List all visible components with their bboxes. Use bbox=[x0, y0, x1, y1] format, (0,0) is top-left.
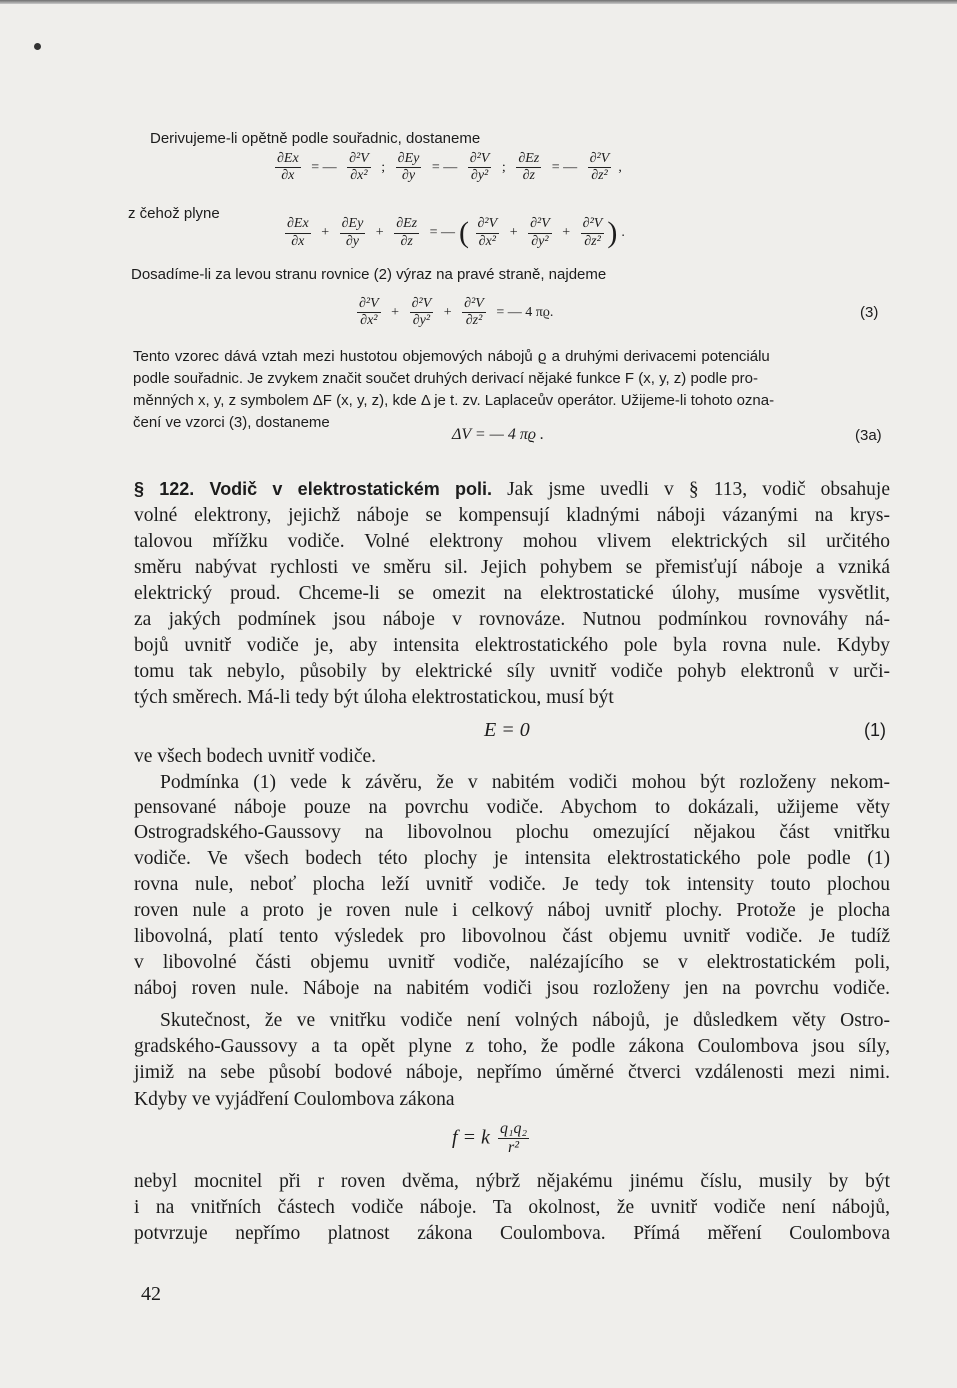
frac-den: ∂y² bbox=[412, 313, 431, 329]
equation-divergence: $\frac{\partial Ex}{\partial x}$ + $\frac{\partial Ey}{\partial y}$ + $\frac{\partial Ez}{\partial z}$ = — ( $\frac{\text{∂²V}}{\text{∂x²}}$ + $\frac{\text{∂²V}}{\text{∂y²}}$ + $\frac{\text{∂²V}}{\text{∂z²}}$ ) . bbox=[287, 216, 625, 249]
para2-line: v libovolné části objemu uvnitř vodiče, nalézajícího se v elektrostatickém poli, bbox=[134, 952, 890, 973]
frac-num: ∂²V bbox=[581, 216, 605, 233]
frac-num: ∂Ey bbox=[396, 151, 422, 168]
coulomb-lhs: f = k bbox=[452, 1126, 490, 1149]
frac-num: ∂Ez bbox=[516, 151, 541, 168]
frac-den: ∂y² bbox=[470, 168, 489, 184]
frac-num: ∂Ez bbox=[394, 216, 419, 233]
para4-line: nebyl mocnitel při r roven dvěma, nýbrž nějakému jinému číslu, musily by být bbox=[134, 1171, 890, 1192]
equation-3-label: (3) bbox=[860, 304, 879, 321]
para2-line: pensované náboje pouze na povrchu vodiče. Abychom to dokázali, užijeme věty bbox=[134, 797, 890, 818]
para2-line: Podmínka (1) vede k závěru, že v nabitém vodiči mohou být rozloženy nekom- bbox=[160, 772, 890, 793]
after-eq1-line: ve všech bodech uvnitř vodiče. bbox=[134, 746, 377, 767]
section-line: bojů uvnitř vodiče je, aby intensita elektrostatického pole byla rovna nule. Kdyby bbox=[134, 635, 890, 656]
equation-3: $\frac{\text{∂²V}}{\text{∂x²}}$ + $\frac{\text{∂²V}}{\text{∂y²}}$ + $\frac{\text{∂²V}}{\text{∂z²}}$ = — 4 πϱ. bbox=[359, 296, 554, 329]
coulomb-num: q₁q₂ bbox=[498, 1120, 529, 1139]
frac-num: ∂²V bbox=[357, 296, 381, 313]
equation-second-derivatives: $\frac{\partial Ex}{\partial x}$ = — $\frac{\text{∂²V}}{\text{∂x²}}$ ; $\frac{\partial Ey}{\partial y}$ = — $\frac{\text{∂²V}}{\text{∂y²}}$ ; $\frac{\partial Ez}{\partial z}$ = — $\frac{\text{∂²V}}{\text{∂z²}}$ , bbox=[277, 151, 622, 184]
equation-3-rhs: = — 4 πϱ. bbox=[496, 304, 554, 320]
frac-den: ∂y bbox=[401, 168, 416, 184]
frac-den: ∂x² bbox=[350, 168, 368, 184]
para2-line: náboj roven nule. Náboje na nabitém vodiči jsou rozloženy jen na povrchu vodiče. bbox=[134, 978, 890, 999]
section-line: za jakých podmínek jsou náboje v rovnováze. Nutnou podmínkou rovnováhy ná- bbox=[134, 609, 890, 630]
frac-num: ∂²V bbox=[410, 296, 434, 313]
dosadime-text: Dosadíme-li za levou stranu rovnice (2) výraz na pravé straně, najdeme bbox=[131, 266, 607, 283]
para4-line: potvrzuje nepřímo platnost zákona Coulombova. Přímá měření Coulombova bbox=[134, 1223, 890, 1244]
frac-den: ∂z bbox=[400, 233, 413, 249]
frac-den: ∂z² bbox=[465, 313, 483, 329]
frac-den: ∂x bbox=[281, 168, 295, 184]
para3-line: jimiž na sebe působí bodové náboje, nepřímo úměrné čtverci vzdálenosti mezi nimi. bbox=[134, 1062, 890, 1083]
frac-num: ∂Ex bbox=[285, 216, 311, 233]
coulomb-equation bbox=[452, 1120, 532, 1158]
section-first-line bbox=[134, 479, 890, 501]
frac-den: ∂z² bbox=[584, 233, 601, 249]
frac-den: ∂x² bbox=[478, 233, 497, 249]
section-line: volné elektrony, jejichž náboje se kompensují kladnými náboji vázanými na krys- bbox=[134, 505, 890, 526]
margin-dot bbox=[34, 43, 41, 50]
tento-line: Tento vzorec dává vztah mezi hustotou objemových nábojů ϱ a druhými derivacemi potenciálu bbox=[133, 348, 770, 365]
tento-line: podle souřadnic. Je zvykem značit součet druhých derivací nějaké funkce F (x, y, z) podle pro- bbox=[133, 370, 759, 387]
intro-text: Derivujeme-li opětně podle souřadnic, dostaneme bbox=[150, 130, 481, 147]
page-number: 42 bbox=[141, 1283, 161, 1305]
frac-num: ∂²V bbox=[347, 151, 371, 168]
section-line: tých směrech. Má-li tedy být úloha elektrostatickou, musí být bbox=[134, 687, 614, 708]
section-line: směru nabývat rychlosti ve směru sil. Jejich pohybem se přemisťují náboje a vzniká bbox=[134, 557, 890, 578]
frac-den: ∂z² bbox=[591, 168, 608, 184]
frac-num: ∂²V bbox=[462, 296, 486, 313]
para2-line: rovna nule, neboť plocha leží uvnitř vodiče. Je tedy tok intensity touto plochou bbox=[134, 874, 890, 895]
frac-den: ∂x² bbox=[360, 313, 378, 329]
section-heading: § 122. Vodič v elektrostatickém poli. bbox=[134, 479, 492, 499]
frac-num: ∂Ex bbox=[275, 151, 301, 168]
section-line: tomu tak nebylo, působily by elektrické síly uvnitř vodiče pohyb elektronů v urči- bbox=[134, 661, 890, 682]
section-line: elektrický proud. Chceme-li se omezit na elektrostatické úlohy, musíme vysvětlit, bbox=[134, 583, 890, 604]
tento-line: měnných x, y, z symbolem ΔF (x, y, z), kde Δ je t. zv. Laplaceův operátor. Užijeme-li tohoto ozna- bbox=[133, 392, 775, 409]
para2-line: libovolná, platí tento výsledek pro libovolnou část objemu uvnitř vodiče. Je tudíž bbox=[134, 926, 890, 947]
frac-num: ∂Ey bbox=[340, 216, 366, 233]
frac-den: ∂x bbox=[291, 233, 305, 249]
tento-line: čení ve vzorci (3), dostaneme bbox=[133, 414, 330, 431]
equation-3a: ΔV = — 4 πϱ . bbox=[452, 426, 545, 443]
section-line: talovou mřížku vodiče. Volné elektrony mohou vlivem elektrických sil určitého bbox=[134, 531, 890, 552]
frac-num: ∂²V bbox=[588, 151, 612, 168]
section-line: Jak jsme uvedli v § 113, vodič obsahuje bbox=[491, 479, 890, 500]
para3-line: Skutečnost, že ve vnitřku vodiče není volných nábojů, je důsledkem věty Ostro- bbox=[160, 1010, 890, 1031]
para2-line: Ostrogradského-Gaussovy na libovolnou plochu omezující nějakou část vnitřku bbox=[134, 822, 890, 843]
frac-num: ∂²V bbox=[476, 216, 500, 233]
para4-line: i na vnitřních částech vodiče náboje. Ta okolnost, že uvnitř vodiče není nábojů, bbox=[134, 1197, 890, 1218]
page-top-edge bbox=[0, 0, 957, 4]
frac-num: ∂²V bbox=[528, 216, 552, 233]
frac-den: ∂y bbox=[345, 233, 359, 249]
equation-1: E = 0 bbox=[484, 719, 530, 741]
frac-den: ∂z bbox=[522, 168, 535, 184]
para3-line: gradského-Gaussovy a ta opět plyne z toho, že podle zákona Coulombova jsou síly, bbox=[134, 1036, 890, 1057]
coulomb-den: r² bbox=[507, 1139, 520, 1157]
z-cehoz-text: z čehož plyne bbox=[128, 205, 220, 222]
para2-line: vodiče. Ve všech bodech této plochy je intensita elektrostatického pole podle (1) bbox=[134, 848, 890, 869]
equation-3a-label: (3a) bbox=[855, 427, 882, 444]
para2-line: roven nule a proto je roven nule i celkový náboj uvnitř plochy. Protože je plocha bbox=[134, 900, 890, 921]
frac-den: ∂y² bbox=[531, 233, 549, 249]
para3-line: Kdyby ve vyjádření Coulombova zákona bbox=[134, 1089, 455, 1110]
frac-num: ∂²V bbox=[468, 151, 492, 168]
equation-1-label: (1) bbox=[864, 720, 886, 740]
